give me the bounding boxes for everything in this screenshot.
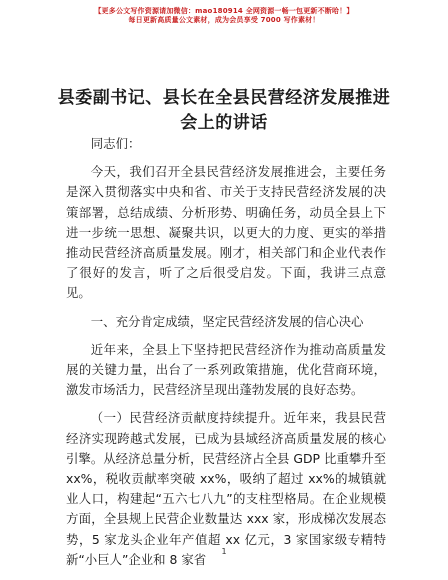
- section-heading-1: 一、充分肯定成绩，坚定民营经济发展的信心决心: [90, 313, 364, 329]
- paragraph-section-1: 近年来，全县上下坚持把民营经济作为推动高质量发展的关键力量，出台了一系列政策措施，优化营商环境，激发市场活力，民营经济呈现出蓬勃发展的良好态势。: [66, 341, 386, 398]
- promo-line-2: 每日更新高质量公文素材，成为会员享受 7000 写作素材！: [128, 16, 320, 24]
- promo-banner: [0, 7, 448, 25]
- page-number: 1: [221, 547, 227, 556]
- paragraph-subsection-1: （一）民营经济贡献度持续提升。近年来，我县民营经济实现跨越式发展，已成为县域经济高质量发展的核心引擎。从经济总量分析，民营经济占全县 GDP 比重攀升至 xx%，税收贡献率突破 xx%，吸纳了超过 xx%的城镇就业人口，构建起“五六七八九”的支柱型格局。在企业规模方面，全县规上民营企业数量达 xxx 家，形成梯次发展态势，5 家龙头企业年产值超 xx 亿元，3 家国家级专精特新“小巨人”企业和 8 家省: [66, 410, 386, 567]
- document-body: [66, 134, 386, 570]
- promo-line-1: 【更多公文写作资源请加微信：mao180914 全网资源一畅一包更新不断哈！】: [94, 7, 354, 15]
- paragraph-intro: 今天，我们召开全县民营经济发展推进会，主要任务是深入贯彻落实中央和省、市关于支持民营经济发展的决策部署，总结成绩、分析形势、明确任务，动员全县上下进一步统一思想、凝聚共识，以更大的力度、更实的举措推动民营经济高质量发展。刚才，相关部门和企业代表作了很好的发言，听了之后很受启发。下面，我讲三点意见。: [66, 164, 386, 301]
- salutation: 同志们：: [90, 136, 141, 151]
- document-title: 县委副书记、县长在全县民营经济发展推进会上的讲话: [57, 88, 391, 133]
